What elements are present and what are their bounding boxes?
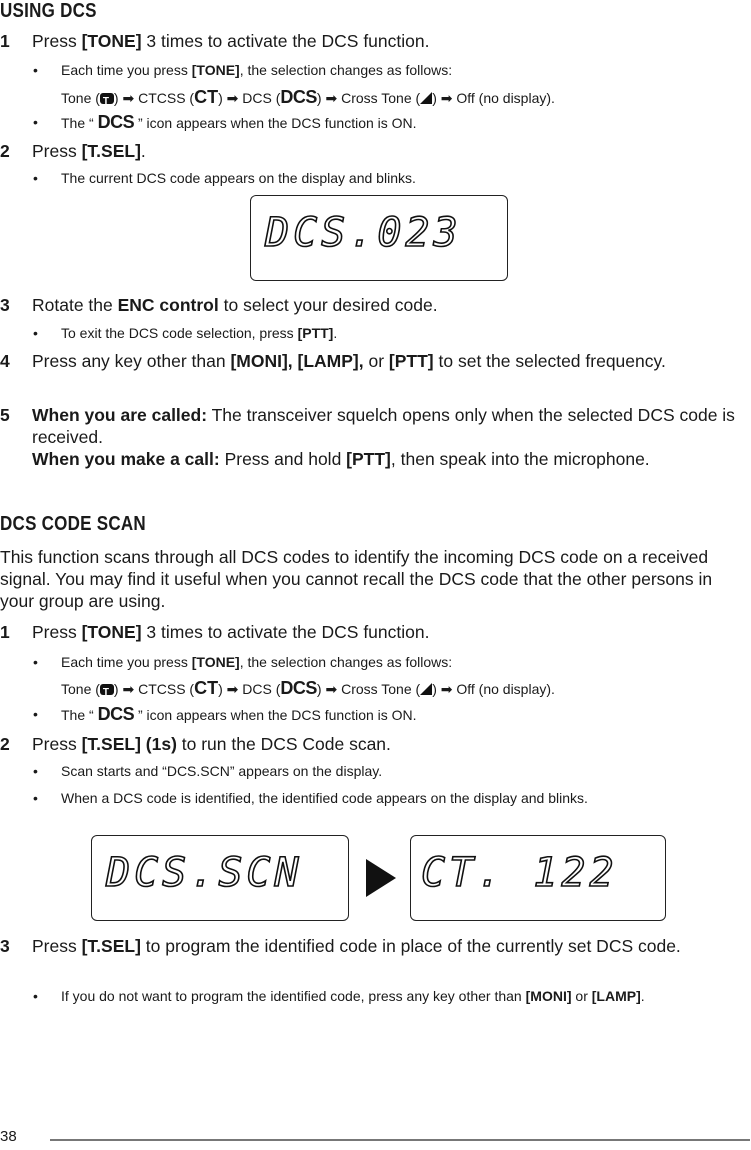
- bullet-text: To exit the DCS code selection, press [PTT].: [61, 325, 338, 341]
- bullet-dot: •: [33, 988, 38, 1004]
- bullet-text: Each time you press [TONE], the selection changes as follows:: [61, 62, 453, 78]
- step-number: 1: [0, 31, 10, 51]
- step-4: [0, 350, 751, 394]
- step-3: [0, 935, 751, 979]
- step-number: 4: [0, 351, 10, 371]
- step-text: Press [TONE] 3 times to activate the DCS function.: [32, 622, 430, 642]
- bullet-text: The “ DCS ” icon appears when the DCS function is ON.: [61, 704, 417, 724]
- dcs-icon: DCS: [280, 87, 317, 107]
- step-text: Press any key other than [MONI], [LAMP], or [PTT] to set the selected frequency.: [32, 351, 666, 371]
- step-number: 2: [0, 734, 10, 754]
- bullet-text: Each time you press [TONE], the selection changes as follows:: [61, 654, 453, 670]
- lcd-display-result: [410, 835, 666, 921]
- bullet-dot: •: [33, 114, 38, 130]
- step-text: Rotate the ENC control to select your desired code.: [32, 295, 438, 315]
- tone-sequence: Tone (T ) ➡ CTCSS (CT) ➡ DCS (DCS) ➡ Cross Tone ( ) ➡ Off (no display).: [61, 677, 555, 700]
- page-number: 38: [0, 1128, 17, 1145]
- lcd-display: [250, 195, 508, 281]
- arrow-right-icon: [366, 859, 396, 897]
- dcs-icon: DCS: [97, 112, 135, 132]
- step-number: 3: [0, 295, 10, 315]
- bullet-dot: •: [33, 706, 38, 722]
- lcd-text: DCS.023: [265, 210, 462, 256]
- step-text: Press [T.SEL] (1s) to run the DCS Code scan.: [32, 734, 391, 754]
- step-number: 2: [0, 141, 10, 161]
- cross-tone-icon: [420, 683, 432, 695]
- bullet-dot: •: [33, 62, 38, 78]
- ct-icon: CT: [194, 87, 219, 107]
- tone-sequence: Tone (T ) ➡ CTCSS (CT) ➡ DCS (DCS) ➡ Cross Tone ( ) ➡ Off (no display).: [61, 86, 555, 109]
- step-number: 5: [0, 405, 10, 425]
- intro-paragraph: This function scans through all DCS codes to identify the incoming DCS code on a received signal. You may find it useful when you cannot recall the DCS code that the other persons in your group are using.: [0, 547, 713, 611]
- bullet-dot: •: [33, 654, 38, 670]
- bullet-dot: •: [33, 763, 38, 779]
- step-text: Press [T.SEL] to program the identified code in place of the currently set DCS code.: [32, 936, 681, 956]
- cross-tone-icon: [420, 92, 432, 104]
- section-heading-dcs-code-scan: DCS CODE SCAN: [0, 513, 146, 535]
- dcs-icon: DCS: [97, 704, 135, 724]
- lcd-text: CT. 122: [421, 850, 618, 896]
- make-call-label: When you make a call:: [32, 449, 220, 469]
- step-5: [0, 404, 751, 492]
- called-label: When you are called:: [32, 405, 208, 425]
- bullet-dot: •: [33, 170, 38, 186]
- tone-icon: [100, 684, 114, 695]
- bullet: [33, 788, 748, 828]
- dcs-icon: DCS: [280, 678, 317, 698]
- step-number: 3: [0, 936, 10, 956]
- ct-icon: CT: [194, 678, 219, 698]
- bullet-text: Scan starts and “DCS.SCN” appears on the display.: [61, 763, 383, 779]
- bullet: [33, 986, 748, 1026]
- lcd-text: DCS.SCN: [106, 850, 303, 896]
- bullet-dot: •: [33, 790, 38, 806]
- step-number: 1: [0, 622, 10, 642]
- bullet-text: The current DCS code appears on the display and blinks.: [61, 170, 416, 186]
- bullet-text: If you do not want to program the identified code, press any key other than [MONI] or [LAMP].: [61, 988, 645, 1004]
- step-text: Press [T.SEL].: [32, 141, 146, 161]
- bullet-text: The “ DCS ” icon appears when the DCS function is ON.: [61, 112, 417, 132]
- bullet-dot: •: [33, 325, 38, 341]
- section-heading-using-dcs: USING DCS: [0, 0, 97, 22]
- footer-rule: [50, 1139, 750, 1141]
- lcd-display-scan: [91, 835, 349, 921]
- step-text: When you are called: The transceiver squelch opens only when the selected DCS code is received. When you make a call: Press and hold [PTT], then speak into the microphone.: [32, 405, 735, 469]
- bullet-text: When a DCS code is identified, the identified code appears on the display and blinks.: [61, 790, 588, 806]
- tone-icon: [100, 93, 114, 104]
- step-text: Press [TONE] 3 times to activate the DCS function.: [32, 31, 430, 51]
